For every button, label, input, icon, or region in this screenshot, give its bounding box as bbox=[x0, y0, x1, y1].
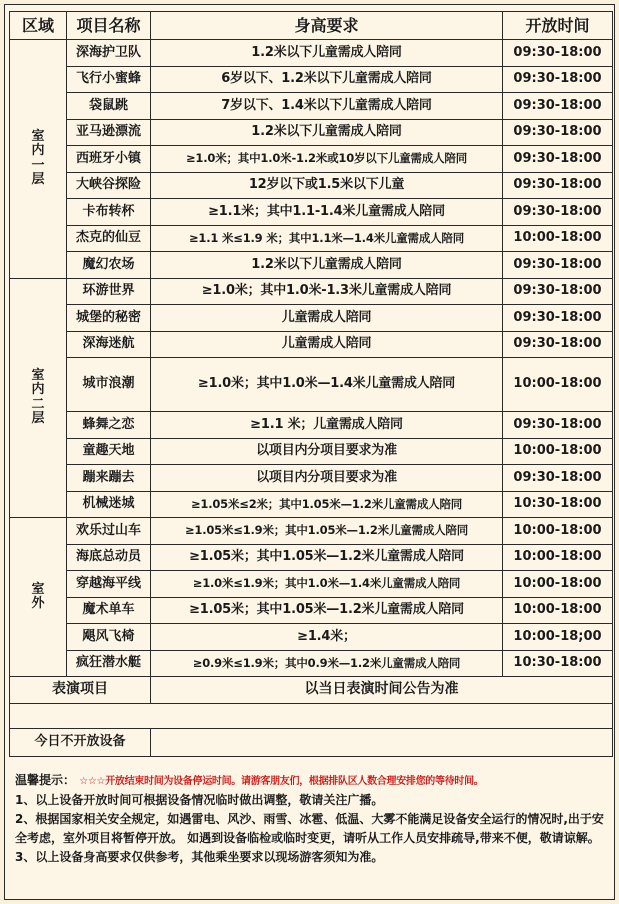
ride-name: 飞行小蜜蜂 bbox=[67, 66, 151, 93]
ride-name: 杰克的仙豆 bbox=[67, 225, 151, 252]
table-row bbox=[10, 518, 613, 545]
ride-requirement: ≥1.1 米≤1.9 米；其中1.1米—1.4米儿童需成人陪同 bbox=[151, 225, 503, 252]
table-row bbox=[10, 278, 613, 305]
ride-time: 09:30-18:00 bbox=[503, 172, 613, 199]
ride-time: 10:00-18:00 bbox=[503, 358, 613, 412]
ride-name: 袋鼠跳 bbox=[67, 93, 151, 120]
notice-title: 温馨提示： bbox=[15, 773, 76, 787]
ride-requirement: ≥1.0米；其中1.0米—1.4米儿童需成人陪同 bbox=[151, 358, 503, 412]
table-row bbox=[10, 146, 613, 173]
table-row bbox=[10, 199, 613, 226]
table-row bbox=[10, 358, 613, 412]
ride-name: 西班牙小镇 bbox=[67, 146, 151, 173]
ride-name: 欢乐过山车 bbox=[67, 518, 151, 545]
ride-requirement: ≥0.9米≤1.9米；其中0.9米—1.2米儿童需成人陪同 bbox=[151, 650, 503, 677]
notice-warning: ☆☆☆开放结束时间为设备停运时间。请游客朋友们，根据排队区人数合理安排您的等待时间。 bbox=[79, 776, 484, 787]
blank-cell bbox=[10, 704, 613, 729]
table-row bbox=[10, 438, 613, 465]
table-row bbox=[10, 331, 613, 358]
ride-requirement: 1.2米以下儿童需成人陪同 bbox=[151, 40, 503, 67]
table-row bbox=[10, 93, 613, 120]
ride-requirement: 1.2米以下儿童需成人陪同 bbox=[151, 119, 503, 146]
header-name: 项目名称 bbox=[67, 12, 151, 40]
notice-title-line bbox=[15, 771, 611, 791]
ride-time: 09:30-18:00 bbox=[503, 252, 613, 279]
performance-note: 以当日表演时间公告为准 bbox=[151, 677, 613, 704]
ride-name: 城堡的秘密 bbox=[67, 305, 151, 332]
ride-time: 09:30-18:00 bbox=[503, 305, 613, 332]
ride-requirement: 7岁以下、1.4米以下儿童需成人陪同 bbox=[151, 93, 503, 120]
ride-name: 疯狂潜水艇 bbox=[67, 650, 151, 677]
ride-time: 10:00-18:00 bbox=[503, 597, 613, 624]
ride-requirement: ≥1.05米≤1.9米；其中1.05米—1.2米儿童需成人陪同 bbox=[151, 518, 503, 545]
ride-requirement: 以项目内分项目要求为准 bbox=[151, 438, 503, 465]
performance-label: 表演项目 bbox=[10, 677, 151, 704]
ride-name: 深海迷航 bbox=[67, 331, 151, 358]
ride-time: 10:00-18;00 bbox=[503, 624, 613, 651]
ride-name: 童趣天地 bbox=[67, 438, 151, 465]
header-zone: 区域 bbox=[10, 12, 67, 40]
ride-name: 城市浪潮 bbox=[67, 358, 151, 412]
ride-time: 10:00-18:00 bbox=[503, 518, 613, 545]
ride-name: 亚马逊漂流 bbox=[67, 119, 151, 146]
ride-requirement: ≥1.4米； bbox=[151, 624, 503, 651]
table-row bbox=[10, 66, 613, 93]
ride-requirement: 1.2米以下儿童需成人陪同 bbox=[151, 252, 503, 279]
table-row bbox=[10, 40, 613, 67]
ride-time: 09:30-18:00 bbox=[503, 199, 613, 226]
ride-time: 10:00-18:00 bbox=[503, 438, 613, 465]
ride-requirement: 以项目内分项目要求为准 bbox=[151, 465, 503, 492]
table-row bbox=[10, 225, 613, 252]
ride-requirement: 儿童需成人陪同 bbox=[151, 331, 503, 358]
ride-requirement: ≥1.0米；其中1.0米-1.2米或10岁以下儿童需成人陪同 bbox=[151, 146, 503, 173]
header-time: 开放时间 bbox=[503, 12, 613, 40]
ride-name: 机械迷城 bbox=[67, 491, 151, 518]
ride-time: 09:30-18:00 bbox=[503, 278, 613, 305]
table-row bbox=[10, 412, 613, 439]
header-row bbox=[10, 12, 613, 40]
ride-requirement: ≥1.1 米；儿童需成人陪同 bbox=[151, 412, 503, 439]
header-requirement: 身高要求 bbox=[151, 12, 503, 40]
ride-schedule-table bbox=[9, 11, 613, 757]
ride-name: 蜂舞之恋 bbox=[67, 412, 151, 439]
table-row bbox=[10, 252, 613, 279]
ride-requirement: 儿童需成人陪同 bbox=[151, 305, 503, 332]
ride-name: 飓风飞椅 bbox=[67, 624, 151, 651]
closed-equipment-label: 今日不开放设备 bbox=[10, 729, 151, 757]
ride-name: 深海护卫队 bbox=[67, 40, 151, 67]
ride-time: 09:30-18:00 bbox=[503, 146, 613, 173]
ride-time: 10:30-18:00 bbox=[503, 491, 613, 518]
table-row bbox=[10, 571, 613, 598]
ride-name: 魔术单车 bbox=[67, 597, 151, 624]
table-row bbox=[10, 544, 613, 571]
ride-requirement: 6岁以下、1.2米以下儿童需成人陪同 bbox=[151, 66, 503, 93]
ride-name: 魔幻农场 bbox=[67, 252, 151, 279]
ride-requirement: ≥1.05米；其中1.05米—1.2米儿童需成人陪同 bbox=[151, 597, 503, 624]
ride-name: 穿越海平线 bbox=[67, 571, 151, 598]
ride-time: 10:30-18:00 bbox=[503, 650, 613, 677]
table-row bbox=[10, 119, 613, 146]
ride-name: 海底总动员 bbox=[67, 544, 151, 571]
table-row bbox=[10, 624, 613, 651]
ride-name: 环游世界 bbox=[67, 278, 151, 305]
table-row bbox=[10, 491, 613, 518]
ride-time: 10:00-18:00 bbox=[503, 571, 613, 598]
closed-equipment-list bbox=[151, 729, 613, 757]
table-row bbox=[10, 465, 613, 492]
ride-time: 10:00-18:00 bbox=[503, 544, 613, 571]
ride-time: 09:30-18:00 bbox=[503, 93, 613, 120]
ride-time: 10:00-18:00 bbox=[503, 225, 613, 252]
ride-time: 09:30-18:00 bbox=[503, 40, 613, 67]
ride-time: 09:30-18:00 bbox=[503, 331, 613, 358]
zone-indoor-floor-1: 室 内 一 层 bbox=[10, 40, 67, 279]
ride-requirement: ≥1.05米≤2米；其中1.05米—1.2米儿童需成人陪同 bbox=[151, 491, 503, 518]
ride-requirement: 12岁以下或1.5米以下儿童 bbox=[151, 172, 503, 199]
notice-item-3: 3、以上设备身高要求仅供参考，其他乘坐要求以现场游客须知为准。 bbox=[15, 850, 384, 864]
table-row bbox=[10, 172, 613, 199]
ride-name: 大峡谷探险 bbox=[67, 172, 151, 199]
ride-name: 卡布转杯 bbox=[67, 199, 151, 226]
notice-item-2: 2、根据国家相关安全规定，如遇雷电、风沙、雨雪、冰雹、低温、大雾不能满足设备安全运行的情况时,出于安全考虑，室外项目将暂停开放。 如遇到设备临检或临时变更，请听从工作人员安排疏导,带来不便，敬请谅解。 bbox=[15, 812, 604, 845]
ride-time: 09:30-18:00 bbox=[503, 465, 613, 492]
ride-time: 09:30-18:00 bbox=[503, 412, 613, 439]
zone-indoor-floor-2: 室 内 二 层 bbox=[10, 278, 67, 518]
performance-row bbox=[10, 677, 613, 704]
closed-equipment-row bbox=[10, 729, 613, 757]
table-row bbox=[10, 597, 613, 624]
table-row bbox=[10, 650, 613, 677]
ride-requirement: ≥1.05米；其中1.05米—1.2米儿童需成人陪同 bbox=[151, 544, 503, 571]
notice-section bbox=[15, 771, 611, 867]
notice-item-1: 1、以上设备开放时间可根据设备情况临时做出调整，敬请关注广播。 bbox=[15, 793, 384, 807]
ride-requirement: ≥1.1米；其中1.1-1.4米儿童需成人陪同 bbox=[151, 199, 503, 226]
table-row bbox=[10, 305, 613, 332]
ride-time: 09:30-18:00 bbox=[503, 119, 613, 146]
ride-schedule-sheet bbox=[4, 4, 615, 900]
zone-outdoor: 室 外 bbox=[10, 518, 67, 677]
ride-requirement: ≥1.0米；其中1.0米-1.3米儿童需成人陪同 bbox=[151, 278, 503, 305]
ride-requirement: ≥1.0米≤1.9米；其中1.0米—1.4米儿童需成人陪同 bbox=[151, 571, 503, 598]
ride-time: 09:30-18:00 bbox=[503, 66, 613, 93]
ride-name: 蹦来蹦去 bbox=[67, 465, 151, 492]
blank-row bbox=[10, 704, 613, 729]
